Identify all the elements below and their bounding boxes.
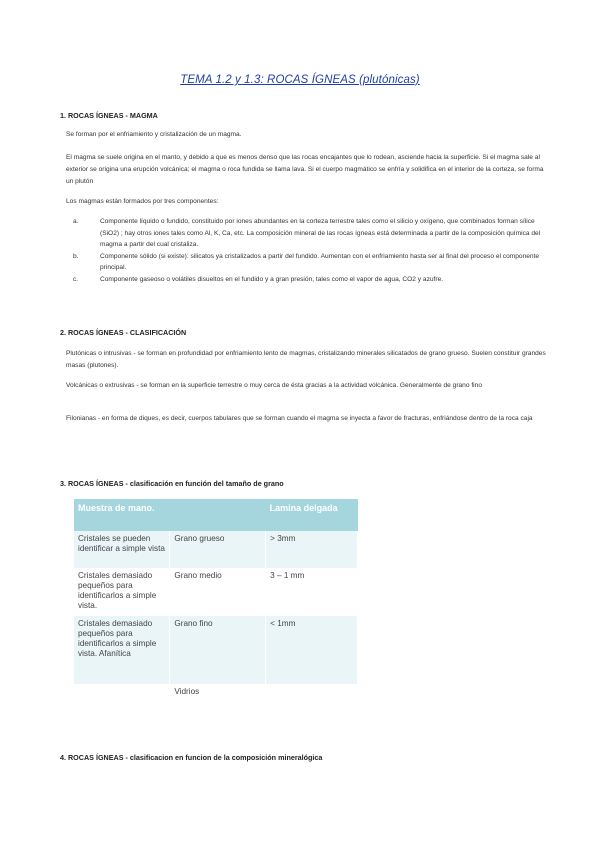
magma-components-list xyxy=(66,216,546,285)
document-title: TEMA 1.2 y 1.3: ROCAS ÍGNEAS (plutónicas) xyxy=(180,74,420,86)
table-cell: Grano grueso xyxy=(170,531,266,568)
table-cell: Cristales demasiado pequeños para identificarlos a simple vista. Afanítica xyxy=(74,616,170,684)
table-row xyxy=(74,531,358,568)
table-cell: 3 – 1 mm xyxy=(266,568,358,616)
list-item-text: Componente líquido o fundido, constituido por iones abundantes en la corteza terrestre tales como el silicio y oxígeno, que combinados forman sílice (SiO2) ; hay otros iones tales como Al, K, Ca, etc. La composición mineral de las rocas ígneas está determinada a partir de la composición química del magma a partir del cual cristaliza. xyxy=(100,218,541,248)
table-cell: Grano medio xyxy=(170,568,266,616)
section-2-paragraph-1: Plutónicas o intrusivas - se forman en profundidad por enfriamiento lento de magmas, cristalizando minerales silicatados de grano grueso. Suelen constituir grandes masas (plutones). xyxy=(66,350,546,369)
table-header-row xyxy=(74,499,358,531)
table-cell xyxy=(74,684,170,704)
table-header-cell: Muestra de mano. xyxy=(74,499,170,531)
list-item xyxy=(66,216,546,251)
list-item xyxy=(66,274,546,286)
section-1-paragraph-3: Los magmas están formados por tres componentes: xyxy=(66,198,219,205)
section-1-paragraph-1: Se forman por el enfriamiento y cristalización de un magma. xyxy=(66,131,242,138)
section-1-heading: 1. ROCAS ÍGNEAS - MAGMA xyxy=(60,111,158,120)
table-cell xyxy=(266,684,358,704)
table-header-cell: Lamina delgada xyxy=(266,499,358,531)
table-cell: Cristales demasiado pequeños para identificarlos a simple vista. xyxy=(74,568,170,616)
table-cell: > 3mm xyxy=(266,531,358,568)
list-marker: a. xyxy=(73,218,79,225)
table-cell: Cristales se pueden identificar a simple vista xyxy=(74,531,170,568)
section-3-heading: 3. ROCAS ÍGNEAS - clasificación en función del tamaño de grano xyxy=(60,479,284,488)
table-header-cell xyxy=(170,499,266,531)
section-2-heading: 2. ROCAS ÍGNEAS - CLASIFICACIÓN xyxy=(60,328,187,337)
section-2-paragraph-3: Filonianas - en forma de diques, es decir, cuerpos tabulares que se forman cuando el magma se inyecta a favor de fracturas, enfriándose dentro de la roca caja xyxy=(66,415,533,422)
list-marker: b. xyxy=(73,252,79,260)
table-cell: < 1mm xyxy=(266,616,358,684)
section-1-paragraph-2: El magma se suele origina en el manto, y debido a que es menos denso que las rocas encajantes que lo rodean, asciende hacia la superficie. Si el magma sale al exterior se origina una erupción volcánica; el magma o roca fundida se llama lava. Si el cuerpo magmático se enfría y solidifica en el interior de la corteza, se forma un plutón xyxy=(66,154,544,185)
section-4-heading: 4. ROCAS ÍGNEAS - clasificacion en funcion de la composición mineralógica xyxy=(60,753,323,762)
table-row xyxy=(74,684,358,704)
list-item-text: Componente sólido (si existe): silicatos ya cristalizados a partir del fundido. Aumentan con el enfriamiento hasta ser al final del proceso el componente principal. xyxy=(100,252,540,271)
table-cell: Grano fino xyxy=(170,616,266,684)
table-row xyxy=(74,616,358,684)
section-2-paragraph-2: Volcánicas o extrusivas - se forman en la superficie terrestre o muy cerca de ésta gracias a la actividad volcánica. Generalmente de grano fino xyxy=(66,382,482,389)
table-cell: Vidrios xyxy=(170,684,266,704)
table-row xyxy=(74,568,358,616)
list-item-text: Componente gaseoso o volátiles disueltos en el fundido y a gran presión, tales como el vapor de agua, CO2 y azufre. xyxy=(100,275,444,283)
list-marker: c. xyxy=(73,275,79,283)
list-item xyxy=(66,251,546,274)
grain-size-table xyxy=(74,499,358,704)
